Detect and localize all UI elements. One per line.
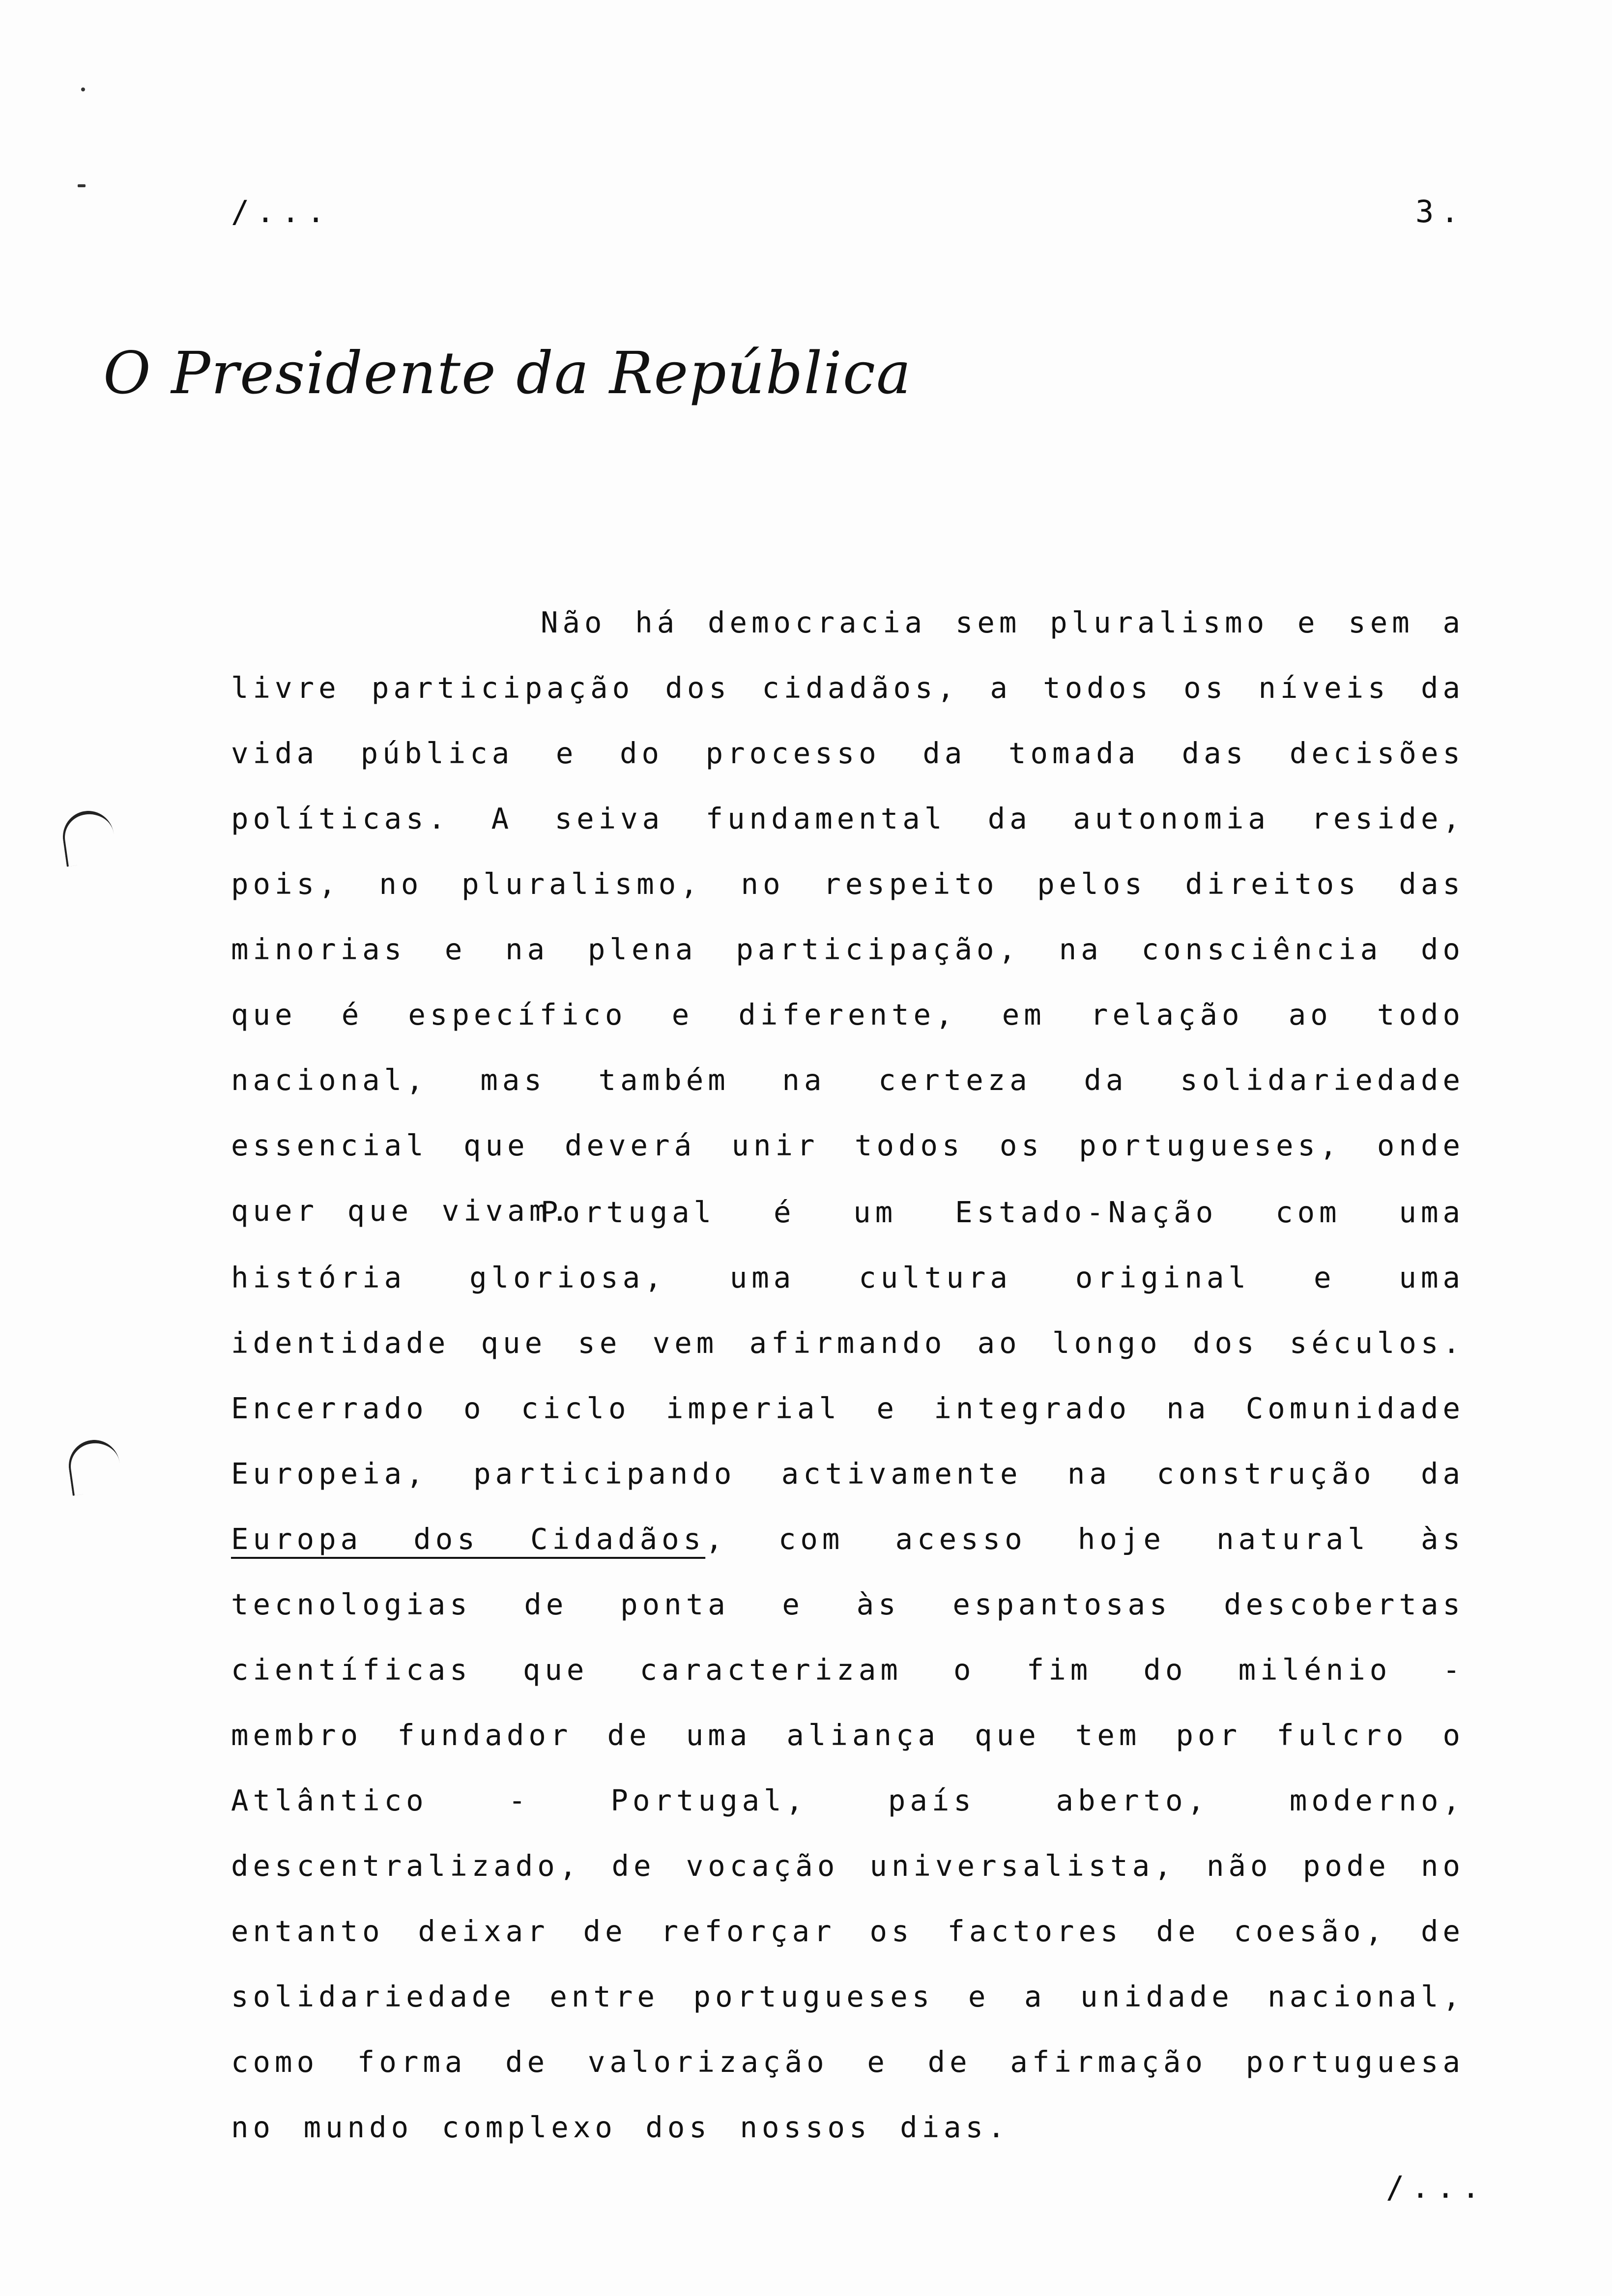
page-number: 3. bbox=[1415, 194, 1466, 230]
paragraph-2 bbox=[231, 1179, 1465, 2160]
scan-speck bbox=[81, 87, 85, 91]
paragraph-1 bbox=[231, 590, 1465, 1243]
continuation-mark-bottom: /... bbox=[1386, 2169, 1487, 2205]
paragraph-2-text-start: Portugal é um Estado-Nação com uma história gloriosa, uma cultura original e uma identidade que se vem afirmando ao longo dos séculos. Encerrado o ciclo imperial e integrado na Comunidade Europeia, participando activamente na construção da bbox=[231, 1195, 1465, 1491]
punch-hole-mark bbox=[65, 1436, 123, 1495]
continuation-mark-top: /... bbox=[231, 194, 332, 230]
paragraph-1-text: Não há democracia sem pluralismo e sem a livre participação dos cidadãos, a todos os níveis da vida pública e do processo da tomada das decisões políticas. A seiva fundamental da autonomia reside, pois, no pluralismo, no respeito pelos direitos das minorias e na plena participação, na consciência do que é específico e diferente, em relação ao todo nacional, mas também na certeza da solidariedade essencial que deverá unir todos os portugueses, onde quer que vivam. bbox=[231, 605, 1465, 1228]
underlined-phrase: Europa dos Cidadãos bbox=[231, 1522, 706, 1556]
paragraph-2-text bbox=[231, 1179, 1465, 2160]
paragraph-2-text-end: , com acesso hoje natural às tecnologias de ponta e às espantosas descobertas científicas que caracterizam o fim do milénio - membro fundador de uma aliança que tem por fulcro o Atlântico - Portugal, país aberto, moderno, descentralizado, de vocação universalista, não pode no entanto deixar de reforçar os factores de coesão, de solidariedade entre portugueses e a unidade nacional, como forma de valorização e de afirmação portuguesa no mundo complexo dos nossos dias. bbox=[231, 1522, 1465, 2144]
punch-hole-mark bbox=[59, 807, 117, 866]
letterhead: O Presidente da República bbox=[103, 339, 912, 407]
scan-speck bbox=[78, 184, 86, 187]
